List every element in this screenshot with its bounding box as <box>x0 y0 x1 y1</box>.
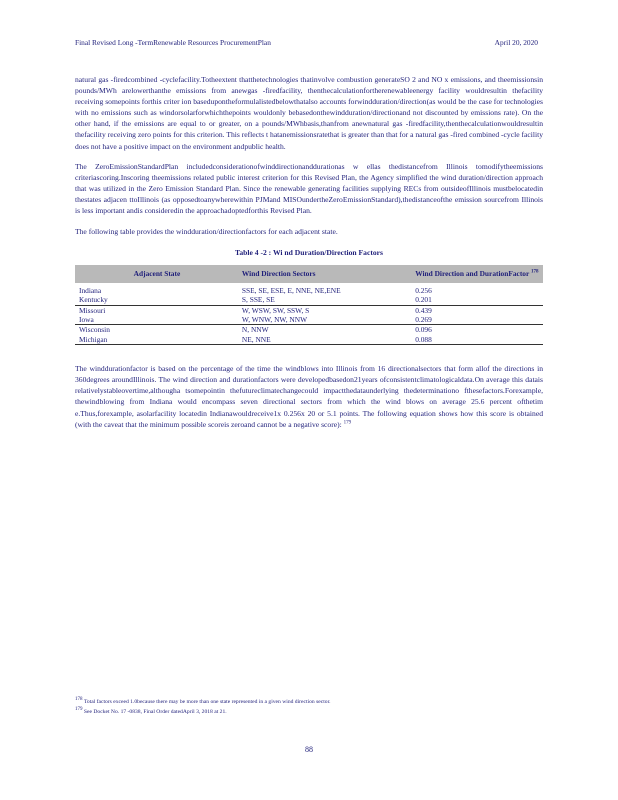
cell-state: Indiana <box>79 285 102 295</box>
cell-sectors: NE, NNE <box>238 335 411 345</box>
paragraph-zero-emission-plan: The ZeroEmissionStandardPlan includedconsiderationofwinddirectionanddurationas w ellas thedistancefrom Illinois tomodifytheemissions criteriascoring.Inscoring theemissions related public interest criterion for this Revised Plan, the Agency simplified the wind duration/direction approach that was utilized in the Zero Emission Standard Plan. Since the renewable generating facilities supplying RECs from outsideofIllinois mustbelocatedin thestates adjacen ttoIllinois (as opposedtoanywherewithin PJMand MISOundertheZeroEmissionStandard),thedistanceofthe emission sourcefrom Illinois is less important andis consideredin the approachadoptedforthis Revised Plan. <box>75 161 543 216</box>
footnote-text: See Docket No. 17 -0838, Final Order datedApril 3, 2018 at 21. <box>83 709 227 715</box>
header-title: Final Revised Long -TermRenewable Resources ProcurementPlan <box>75 38 271 47</box>
table-caption: Table 4 -2 : Wi nd Duration/Direction Factors <box>234 248 383 258</box>
header-date: April 20, 2020 <box>494 38 538 47</box>
page-number: 88 <box>305 745 313 754</box>
cell-state: Wisconsin <box>75 325 238 335</box>
paragraph-wind-factor-text: The winddurationfactor is based on the percentage of the time the windblows into Illinois from 16 directionalsectors that form allof the directions in 360degrees aroundIllinois. The wind direction and durationfactors were developedbasedon21years ofconsistentclimatologicaldata.On average this datais relativelystableovertime,althougha tsomepointin thefutureclimatechangecould impactthedataunderlying thedeterminationo fthesefactors.Forexample, thewindblowing from Indiana would encompass seven directional sectors from which the wind blows on average 25.6 percent ofthetim e.Thus,forexample, asolarfacility locatedin Indianawouldreceive1x 0.256x 20 or 5.1 points. The following equation shows how this score is obtained (with the caveat that the minimum possible scoreis zeroand cannot be a negative score): <box>75 364 543 429</box>
table-row <box>75 325 543 335</box>
footnote <box>75 697 543 707</box>
cell-sectors: W, WSW, SW, SSW, S <box>238 305 411 315</box>
header-factor <box>411 265 543 282</box>
table-row <box>75 335 543 345</box>
footnote-number: 178 <box>75 697 83 703</box>
page-body <box>75 74 543 440</box>
header-sectors: Wind Direction Sectors <box>238 265 411 282</box>
table-row <box>75 295 543 305</box>
footnote-ref: 179 <box>343 420 352 426</box>
paragraph-wind-factor <box>75 363 543 430</box>
paragraph-emissions: natural gas -firedcombined -cyclefacility.Totheextent thatthetechnologies thatinvolve combustion generateSO 2 and NO x emissions, and theemissionsin pounds/MWh arelowerthanthe emissions from anewgas -firedfacility, thenthecalculationfortherenewableenergy facility wouldresultin thefacility receiving somepoints forthis criter ion basedupontheformulalistedbelowthatalso accounts forwindduration/direction(as would be the case for technologies with no emissions such as windorsolarforwhichthepoints wouldonly bebasedonthewindduration/directionand not discounted by emissions rate). On the other hand, if the emissions are equal to or greater, on a pounds/MWhbasis,thanfrom anewnatural gas -firedfacility,thenthecalculationwouldresultin thefacility receiving zero points for this criterion. This reflects t hatanemissionsratethat is greater than that for a natural gas -fired combined -cycle facility does not have a positive impact on the environment andpublic health. <box>75 75 543 151</box>
paragraph-table-intro: The following table provides the windduration/directionfactors for each adjacent state. <box>75 227 338 237</box>
cell-sectors: SSE, SE, ESE, E, NNE, NE,ENE <box>241 285 341 295</box>
footnote-number: 179 <box>75 707 83 713</box>
cell-factor: 0.096 <box>411 325 543 335</box>
wind-factor-table <box>75 265 543 345</box>
cell-factor: 0.269 <box>411 315 543 325</box>
cell-factor: 0.439 <box>411 305 543 315</box>
table-row <box>75 315 543 325</box>
cell-factor: 0.256 <box>415 285 432 295</box>
cell-sectors: W, WNW, NW, NNW <box>238 315 411 325</box>
cell-sectors: N, NNW <box>238 325 411 335</box>
cell-state: Iowa <box>75 315 238 325</box>
table-header-row <box>75 265 543 282</box>
table-row <box>75 283 543 295</box>
cell-factor: 0.201 <box>411 295 543 305</box>
table-row <box>75 305 543 315</box>
cell-state: Michigan <box>75 335 238 345</box>
page-header <box>75 38 538 47</box>
header-state: Adjacent State <box>75 265 238 282</box>
cell-factor: 0.088 <box>411 335 543 345</box>
header-factor-label: Wind Direction and DurationFactor <box>415 269 530 279</box>
footnote-ref: 178 <box>531 269 539 275</box>
cell-state: Missouri <box>75 305 238 315</box>
footnote-text: Total factors exceed 1.0because there may be more than one state represented in a given wind direction sector. <box>83 699 331 705</box>
footnote <box>75 707 543 717</box>
cell-state: Kentucky <box>75 295 238 305</box>
cell-sectors: S, SSE, SE <box>238 295 411 305</box>
footnotes <box>75 697 543 717</box>
